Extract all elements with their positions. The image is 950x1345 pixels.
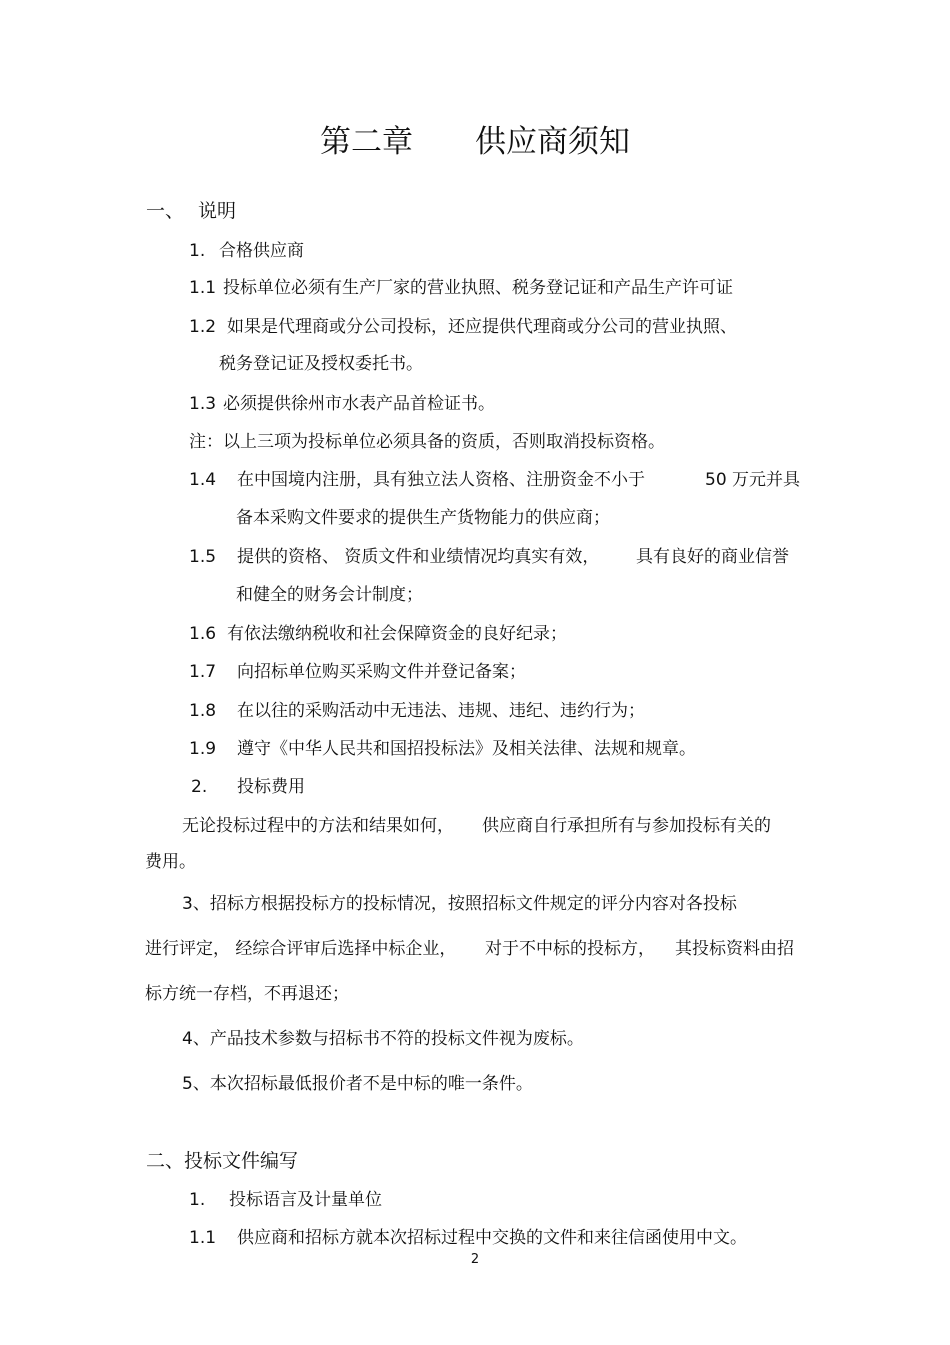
paragraph-3-line2-part3: 其投标资料由招 [675,939,794,959]
section-heading-bid-document: 二、投标文件编写 [146,1150,299,1172]
clause-1-8: 1.8 在以往的采购活动中无违法、违规、违纪、违约行为； [189,701,645,721]
chapter-name: 供应商须知 [475,124,630,160]
clause-1-5-reputation: 具有良好的商业信誉 [636,547,789,567]
subheading-language-units: 1. 投标语言及计量单位 [189,1190,382,1210]
clause-1-7: 1.7 向招标单位购买采购文件并登记备案； [189,662,526,682]
clause-1-6: 1.6 有依法缴纳税收和社会保障资金的良好纪录； [189,624,567,644]
clause-1-1: 1.1 投标单位必须有生产厂家的营业执照、税务登记证和产品生产许可证 [189,278,733,298]
subheading-bid-costs: 2. 投标费用 [191,777,305,797]
clause-1-4-capital: 50 万元并具 [705,470,801,490]
clause-1-9: 1.9 遵守《中华人民共和国招投标法》及相关法律、法规和规章。 [189,739,696,759]
clause-1-2: 1.2 如果是代理商或分公司投标，还应提供代理商或分公司的营业执照、 [189,317,737,337]
paragraph-costs-continued: 费用。 [145,852,196,872]
clause-language-1-1: 1.1 供应商和招标方就本次招标过程中交换的文件和来往信函使用中文。 [189,1228,747,1248]
paragraph-costs: 无论投标过程中的方法和结果如何， [182,816,454,836]
page-number: 2 [470,1252,480,1267]
clause-1-4-continued: 备本采购文件要求的提供生产货物能力的供应商； [236,508,610,528]
chapter-number: 第二章 [320,124,413,160]
paragraph-3-line3: 标方统一存档，不再退还； [145,984,349,1004]
paragraph-3-line2: 进行评定， 经综合评审后选择中标企业， [145,939,457,959]
chapter-title [0,122,950,162]
clause-1-2-continued: 税务登记证及授权委托书。 [219,354,423,374]
clause-1-5: 1.5 提供的资格、 资质文件和业绩情况均真实有效， [189,547,600,567]
clause-1-5-continued: 和健全的财务会计制度； [236,585,423,605]
subheading-qualified-supplier: 1. 合格供应商 [189,241,304,261]
clause-1-3: 1.3 必须提供徐州市水表产品首检证书。 [189,394,495,414]
paragraph-3: 3、招标方根据投标方的投标情况，按照招标文件规定的评分内容对各投标 [182,894,737,914]
paragraph-costs-part2: 供应商自行承担所有与参加投标有关的 [482,816,771,836]
clause-1-4: 1.4 在中国境内注册，具有独立法人资格、注册资金不小于 [189,470,645,490]
paragraph-3-line2-part2: 对于不中标的投标方， [485,939,655,959]
paragraph-5: 5、本次招标最低报价者不是中标的唯一条件。 [182,1074,533,1094]
section-heading-explanation: 一、 说明 [146,200,237,222]
paragraph-4: 4、产品技术参数与招标书不符的投标文件视为废标。 [182,1029,584,1049]
note-qualifications: 注：以上三项为投标单位必须具备的资质，否则取消投标资格。 [189,432,665,452]
